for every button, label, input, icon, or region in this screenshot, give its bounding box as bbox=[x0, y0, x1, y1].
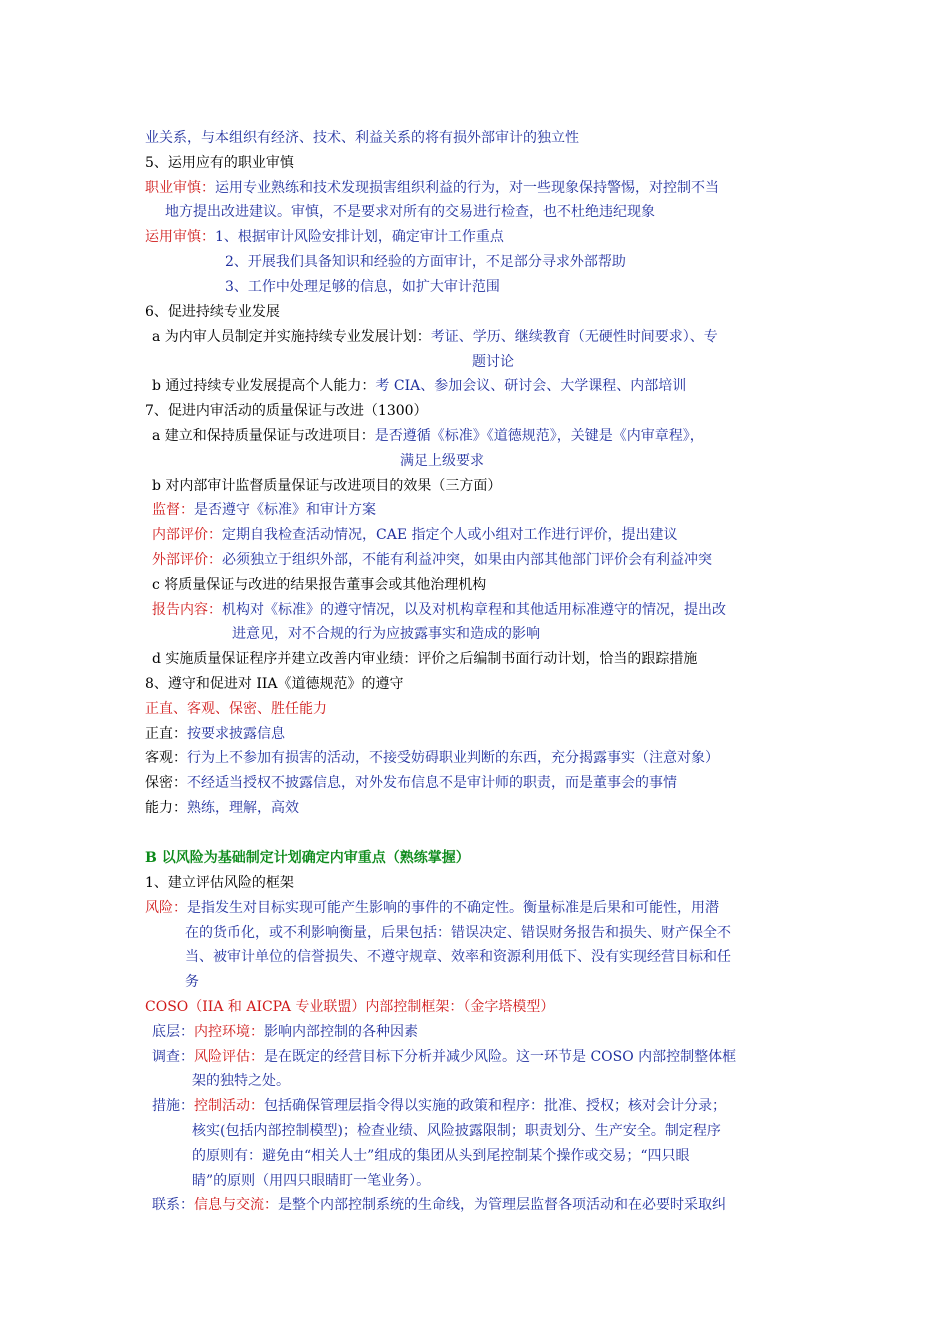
text-run: 行为上不参加有损害的活动，不接受妨碍职业判断的东西，充分揭露事实（注意对象） bbox=[187, 750, 719, 766]
text-run: 是在既定的经营目标下分析并减少风险。这一环节是 COSO 内部控制整体框 bbox=[264, 1049, 737, 1065]
text-line bbox=[192, 1145, 689, 1167]
text-run: 业关系，与本组织有经济、技术、利益关系的将有损外部审计的独立性 bbox=[145, 130, 579, 146]
text-line bbox=[152, 599, 726, 621]
text-run: 1、建立评估风险的框架 bbox=[145, 875, 294, 891]
text-run: a 为内审人员制定并实施持续专业发展计划： bbox=[152, 329, 431, 345]
text-run: 联系： bbox=[152, 1197, 194, 1213]
text-line bbox=[152, 1194, 726, 1216]
text-line bbox=[152, 648, 697, 670]
text-run: 在的货币化，或不利影响衡量，后果包括：错误决定、错误财务报告和损失、财产保全不 bbox=[185, 925, 731, 941]
text-run: 必须独立于组织外部，不能有利益冲突，如果由内部其他部门评价会有利益冲突 bbox=[222, 552, 712, 568]
text-line bbox=[232, 623, 540, 645]
text-line bbox=[145, 797, 299, 819]
text-line bbox=[145, 747, 719, 769]
text-run: 客观： bbox=[145, 750, 187, 766]
text-run: 内部评价： bbox=[152, 527, 222, 543]
text-run: c 将质量保证与改进的结果报告董事会或其他治理机构 bbox=[152, 577, 487, 593]
text-run: 是否遵循《标准》《道德规范》，关键是《内审章程》， bbox=[374, 428, 704, 444]
text-run: 报告内容： bbox=[152, 602, 222, 618]
text-run: b 通过持续专业发展提高个人能力： bbox=[152, 378, 376, 394]
text-run: 8、遵守和促进对 IIA《道德规范》的遵守 bbox=[145, 676, 404, 692]
text-run: COSO（IIA 和 AICPA 专业联盟）内部控制框架：（金字塔模型） bbox=[145, 999, 555, 1015]
text-run: 是否遵守《标准》和审计方案 bbox=[194, 502, 376, 518]
text-line bbox=[145, 897, 719, 919]
text-run: 架的独特之处。 bbox=[192, 1073, 290, 1089]
text-run: 正直、客观、保密、胜任能力 bbox=[145, 701, 327, 717]
text-run: 务 bbox=[185, 974, 199, 990]
text-run: 职业审慎： bbox=[145, 180, 215, 196]
section-heading bbox=[145, 152, 294, 174]
text-run: 熟练，理解，高效 bbox=[187, 800, 299, 816]
section-heading bbox=[145, 872, 294, 894]
text-line bbox=[152, 574, 486, 596]
text-run: 风险： bbox=[145, 900, 187, 916]
text-run: b 对内部审计监督质量保证与改进项目的效果（三方面） bbox=[152, 478, 502, 494]
text-run: 进意见，对不合规的行为应披露事实和造成的影响 bbox=[232, 626, 540, 642]
section-heading bbox=[145, 673, 404, 695]
section-title bbox=[145, 847, 470, 869]
text-run: 外部评价： bbox=[152, 552, 222, 568]
text-line bbox=[152, 475, 501, 497]
text-run: 睛”的原则（用四只眼睛盯一笔业务）。 bbox=[192, 1173, 431, 1189]
text-run: 底层： bbox=[152, 1024, 194, 1040]
text-line bbox=[472, 351, 514, 373]
text-line bbox=[152, 375, 686, 397]
text-line bbox=[152, 549, 712, 571]
text-line bbox=[152, 326, 718, 348]
text-line bbox=[152, 499, 376, 521]
text-run: 运用审慎： bbox=[145, 229, 215, 245]
text-run: B 以风险为基础制定计划确定内审重点（熟练掌握） bbox=[145, 850, 470, 866]
text-run: 正直： bbox=[145, 726, 187, 742]
text-run: 影响内部控制的各种因素 bbox=[264, 1024, 418, 1040]
text-line bbox=[192, 1120, 721, 1142]
text-run: 信息与交流： bbox=[194, 1197, 278, 1213]
text-line bbox=[145, 127, 579, 149]
text-run: 满足上级要求 bbox=[400, 453, 484, 469]
text-run: 5、运用应有的职业审慎 bbox=[145, 155, 294, 171]
text-line bbox=[145, 226, 504, 248]
text-line bbox=[225, 251, 626, 273]
text-line bbox=[192, 1070, 290, 1092]
text-run: 不经适当授权不披露信息，对外发布信息不是审计师的职责，而是董事会的事情 bbox=[187, 775, 677, 791]
text-run: 保密： bbox=[145, 775, 187, 791]
text-run: 的原则有：避免由“相关人士”组成的集团从头到尾控制某个操作或交易；“四只眼 bbox=[192, 1148, 690, 1164]
text-line bbox=[192, 1170, 430, 1192]
text-run: d 实施质量保证程序并建立改善内审业绩：评价之后编制书面行动计划，恰当的跟踪措施 bbox=[152, 651, 698, 667]
text-line bbox=[145, 996, 554, 1018]
text-run: 2、开展我们具备知识和经验的方面审计，不足部分寻求外部帮助 bbox=[225, 254, 626, 270]
text-run: 监督： bbox=[152, 502, 194, 518]
text-run: 运用专业熟练和技术发现损害组织利益的行为，对一些现象保持警惕，对控制不当 bbox=[215, 180, 719, 196]
text-line bbox=[152, 425, 704, 447]
text-run: 考 CIA、参加会议、研讨会、大学课程、内部培训 bbox=[375, 378, 687, 394]
text-run: 当、被审计单位的信誉损失、不遵守规章、效率和资源利用低下、没有实现经营目标和任 bbox=[185, 949, 731, 965]
text-run: 7、促进内审活动的质量保证与改进（1300） bbox=[145, 403, 428, 419]
text-line bbox=[225, 276, 500, 298]
text-line bbox=[165, 201, 655, 223]
text-line bbox=[400, 450, 484, 472]
text-run: 地方提出改进建议。审慎，不是要求对所有的交易进行检查，也不杜绝违纪现象 bbox=[165, 204, 655, 220]
text-run: 内控环境： bbox=[194, 1024, 264, 1040]
text-line bbox=[185, 946, 731, 968]
text-run: 是指发生对目标实现可能产生影响的事件的不确定性。衡量标准是后果和可能性，用潜 bbox=[187, 900, 719, 916]
text-run: 6、促进持续专业发展 bbox=[145, 304, 280, 320]
text-run: 定期自我检查活动情况，CAE 指定个人或小组对工作进行评价，提出建议 bbox=[222, 527, 678, 543]
text-run: 调查： bbox=[152, 1049, 194, 1065]
text-run: 考证、学历、继续教育（无硬性时间要求）、专 bbox=[430, 329, 718, 345]
text-run: 风险评估： bbox=[194, 1049, 264, 1065]
text-run: 1、根据审计风险安排计划，确定审计工作重点 bbox=[215, 229, 504, 245]
text-line bbox=[145, 177, 719, 199]
text-line bbox=[152, 1046, 736, 1068]
text-run: a 建立和保持质量保证与改进项目： bbox=[152, 428, 375, 444]
text-run: 措施： bbox=[152, 1098, 194, 1114]
text-run: 题讨论 bbox=[472, 354, 514, 370]
text-run: 按要求披露信息 bbox=[187, 726, 285, 742]
section-heading bbox=[145, 301, 280, 323]
text-line bbox=[185, 922, 731, 944]
text-run: 3、工作中处理足够的信息，如扩大审计范围 bbox=[225, 279, 500, 295]
text-line bbox=[152, 1095, 726, 1117]
text-line bbox=[185, 971, 199, 993]
text-run: 控制活动： bbox=[194, 1098, 264, 1114]
text-run: 机构对《标准》的遵守情况，以及对机构章程和其他适用标准遵守的情况，提出改 bbox=[222, 602, 726, 618]
text-run: 包括确保管理层指令得以实施的政策和程序：批准、授权；核对会计分录； bbox=[264, 1098, 726, 1114]
text-line bbox=[145, 772, 677, 794]
text-line bbox=[152, 524, 678, 546]
text-line bbox=[152, 1021, 418, 1043]
section-heading bbox=[145, 400, 428, 422]
text-line bbox=[145, 698, 327, 720]
text-run: 是整个内部控制系统的生命线，为管理层监督各项活动和在必要时采取纠 bbox=[278, 1197, 726, 1213]
text-run: 核实(包括内部控制模型)；检查业绩、风险披露限制；职责划分、生产安全。制定程序 bbox=[192, 1123, 721, 1139]
text-run: 能力： bbox=[145, 800, 187, 816]
text-line bbox=[145, 723, 285, 745]
